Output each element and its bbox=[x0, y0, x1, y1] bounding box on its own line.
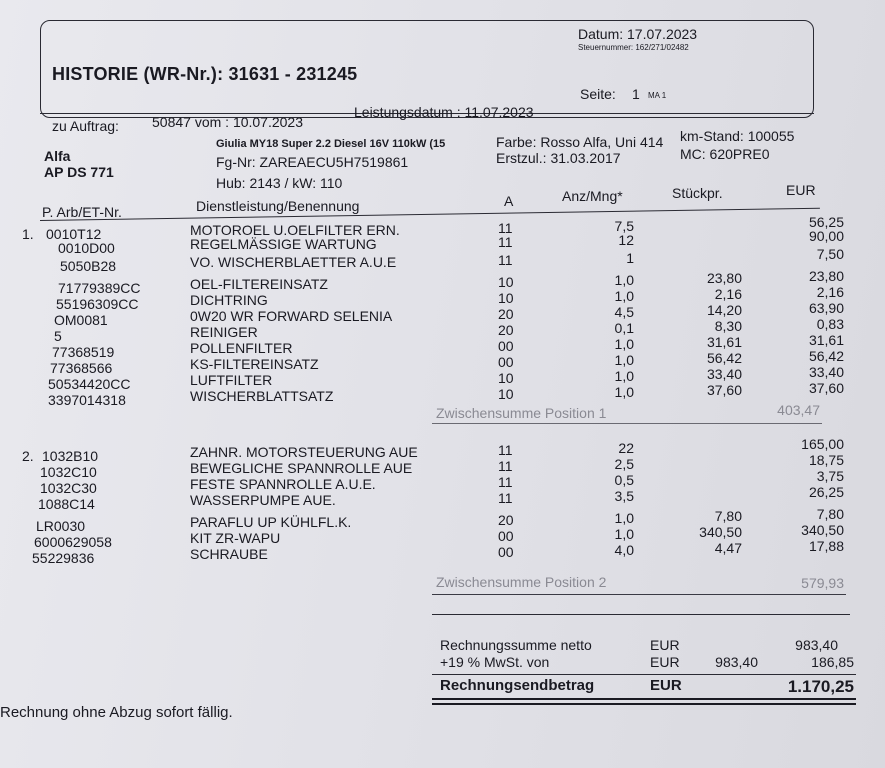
cell-desc: WASSERPUMPE AUE. bbox=[190, 492, 336, 508]
cell-desc: MOTOROEL U.OELFILTER ERN. bbox=[190, 222, 400, 238]
subtotal-1-divider bbox=[432, 423, 822, 424]
cell-price: 56,42 bbox=[706, 350, 742, 366]
cell-qty: 1,0 bbox=[614, 384, 634, 400]
cell-qty: 2,5 bbox=[614, 456, 634, 472]
cell-desc: OEL-FILTEREINSATZ bbox=[190, 276, 328, 292]
cell-desc: ZAHNR. MOTORSTEUERUNG AUE bbox=[190, 444, 418, 460]
cell-code: 77368566 bbox=[50, 360, 113, 376]
cell-total: 31,61 bbox=[808, 332, 844, 348]
cell-qty: 22 bbox=[618, 440, 634, 456]
cell-code: 55229836 bbox=[32, 550, 95, 566]
cell-code: 5050B28 bbox=[60, 258, 117, 274]
cell-desc: PARAFLU UP KÜHLFL.K. bbox=[190, 514, 352, 530]
cell-total: 340,50 bbox=[801, 522, 844, 538]
document-title: HISTORIE (WR-Nr.): 31631 - 231245 bbox=[52, 64, 358, 84]
cell-qty: 4,5 bbox=[614, 304, 634, 320]
cell-qty: 1,0 bbox=[614, 526, 634, 542]
netto-currency: EUR bbox=[650, 637, 680, 653]
grand-total-currency: EUR bbox=[650, 677, 682, 694]
cell-a: 10 bbox=[498, 370, 514, 386]
vehicle-chassis: Fg-Nr: ZAREAECU5H7519861 bbox=[216, 154, 409, 170]
page-number: 1 bbox=[632, 86, 640, 102]
cell-a: 11 bbox=[498, 220, 513, 236]
cell-total: 3,75 bbox=[816, 468, 844, 484]
cell-total: 23,80 bbox=[808, 268, 844, 284]
order-label: zu Auftrag: bbox=[52, 118, 119, 134]
cell-total: 37,60 bbox=[808, 380, 844, 396]
grand-total-line-2 bbox=[432, 703, 856, 705]
cell-code: 50534420CC bbox=[48, 376, 131, 392]
cell-a: 20 bbox=[498, 306, 514, 322]
cell-total: 18,75 bbox=[808, 452, 844, 468]
cell-num: 2. bbox=[22, 448, 34, 464]
cell-desc: REGELMÄSSIGE WARTUNG bbox=[190, 236, 377, 252]
cell-qty: 7,5 bbox=[614, 218, 634, 234]
cell-code: OM0081 bbox=[54, 312, 108, 328]
cell-desc: BEWEGLICHE SPANNROLLE AUE bbox=[190, 460, 413, 476]
mwst-base: 983,40 bbox=[715, 654, 758, 670]
cell-total: 17,88 bbox=[808, 538, 844, 554]
col-header-total: EUR bbox=[786, 182, 816, 198]
col-header-pos: P. Arb/ET-Nr. bbox=[42, 204, 122, 220]
cell-a: 11 bbox=[498, 490, 513, 506]
vehicle-model: Giulia MY18 Super 2.2 Diesel 16V 110kW (15 bbox=[216, 138, 446, 150]
mwst-value: 186,85 bbox=[811, 654, 854, 670]
subtotal-1-label: Zwischensumme Position 1 bbox=[436, 405, 607, 421]
cell-a: 11 bbox=[498, 234, 513, 250]
cell-price: 340,50 bbox=[699, 524, 742, 540]
cell-code: 6000629058 bbox=[34, 534, 112, 550]
col-header-desc: Dienstleistung/Benennung bbox=[196, 198, 360, 214]
cell-desc: KIT ZR-WAPU bbox=[190, 530, 281, 546]
cell-desc: POLLENFILTER bbox=[190, 340, 293, 356]
cell-qty: 1,0 bbox=[614, 368, 634, 384]
grand-total-value: 1.170,25 bbox=[787, 677, 854, 696]
subtotal-2-value: 579,93 bbox=[801, 575, 844, 591]
cell-a: 11 bbox=[498, 252, 513, 268]
cell-a: 20 bbox=[498, 322, 514, 338]
cell-price: 4,47 bbox=[714, 540, 742, 556]
cell-qty: 3,5 bbox=[614, 488, 634, 504]
payment-note: Rechnung ohne Abzug sofort fällig. bbox=[0, 704, 233, 721]
cell-desc: LUFTFILTER bbox=[190, 372, 273, 388]
cell-code: 1032C30 bbox=[40, 480, 97, 496]
cell-a: 10 bbox=[498, 274, 514, 290]
vehicle-mc: MC: 620PRE0 bbox=[680, 146, 770, 162]
grand-total-top-line bbox=[432, 674, 856, 675]
cell-total: 2,16 bbox=[816, 284, 844, 300]
cell-code: 5 bbox=[54, 328, 62, 344]
cell-total: 0,83 bbox=[816, 316, 844, 332]
cell-desc: FESTE SPANNROLLE A.U.E. bbox=[190, 476, 376, 492]
cell-price: 33,40 bbox=[706, 366, 742, 382]
cell-qty: 1,0 bbox=[614, 510, 634, 526]
cell-price: 14,20 bbox=[706, 302, 742, 318]
cell-a: 10 bbox=[498, 386, 514, 402]
cell-code: 1032B10 bbox=[42, 448, 99, 464]
cell-qty: 1,0 bbox=[614, 352, 634, 368]
page-label: Seite: bbox=[580, 86, 616, 102]
vehicle-plate: AP DS 771 bbox=[44, 164, 114, 180]
cell-price: 8,30 bbox=[714, 318, 742, 334]
subtotal-1-value: 403,47 bbox=[777, 402, 820, 418]
cell-price: 37,60 bbox=[706, 382, 742, 398]
subtotal-2-divider bbox=[432, 594, 846, 595]
cell-code: 0010D00 bbox=[58, 240, 115, 256]
cell-qty: 1,0 bbox=[614, 288, 634, 304]
cell-desc: WISCHERBLATTSATZ bbox=[190, 388, 334, 404]
cell-total: 26,25 bbox=[808, 484, 844, 500]
vehicle-make: Alfa bbox=[44, 148, 71, 164]
cell-price: 23,80 bbox=[706, 270, 742, 286]
cell-qty: 1,0 bbox=[614, 272, 634, 288]
cell-code: 77368519 bbox=[52, 344, 115, 360]
col-header-a: A bbox=[504, 193, 514, 209]
cell-code: 1088C14 bbox=[38, 496, 95, 512]
cell-a: 10 bbox=[498, 290, 514, 306]
cell-code: 0010T12 bbox=[46, 226, 102, 242]
col-header-qty: Anz/Mng* bbox=[562, 188, 623, 204]
cell-total: 7,80 bbox=[816, 506, 844, 522]
cell-total: 90,00 bbox=[808, 228, 844, 244]
totals-top-divider bbox=[432, 614, 850, 615]
cell-total: 33,40 bbox=[808, 364, 844, 380]
tax-number: Steuernummer: 162/271/02482 bbox=[578, 43, 689, 52]
vehicle-color: Farbe: Rosso Alfa, Uni 414 bbox=[496, 134, 664, 150]
cell-a: 00 bbox=[498, 338, 514, 354]
mwst-currency: EUR bbox=[650, 654, 680, 670]
cell-a: 00 bbox=[498, 528, 514, 544]
cell-total: 165,00 bbox=[801, 436, 844, 452]
cell-total: 63,90 bbox=[808, 300, 844, 316]
cell-price: 7,80 bbox=[714, 508, 742, 524]
cell-a: 00 bbox=[498, 354, 514, 370]
cell-desc: 0W20 WR FORWARD SELENIA bbox=[190, 308, 393, 324]
netto-value: 983,40 bbox=[795, 637, 838, 653]
vehicle-mileage: km-Stand: 100055 bbox=[680, 128, 795, 144]
date-text: Datum: 17.07.2023 bbox=[578, 26, 698, 42]
cell-qty: 1 bbox=[626, 250, 634, 266]
grand-total-label: Rechnungsendbetrag bbox=[440, 677, 595, 694]
cell-a: 11 bbox=[498, 474, 513, 490]
cell-a: 11 bbox=[498, 458, 513, 474]
subtotal-2-label: Zwischensumme Position 2 bbox=[436, 574, 607, 590]
cell-price: 31,61 bbox=[706, 334, 742, 350]
cell-code: 3397014318 bbox=[48, 392, 126, 408]
cell-desc: KS-FILTEREINSATZ bbox=[190, 356, 319, 372]
cell-qty: 12 bbox=[618, 232, 634, 248]
columns-divider bbox=[40, 208, 820, 221]
cell-desc: DICHTRING bbox=[190, 292, 268, 308]
cell-num: 1. bbox=[22, 226, 34, 242]
cell-total: 7,50 bbox=[816, 246, 844, 262]
vehicle-hub: Hub: 2143 / kW: 110 bbox=[216, 175, 343, 191]
cell-total: 56,25 bbox=[808, 214, 844, 230]
cell-a: 11 bbox=[498, 442, 513, 458]
cell-qty: 0,1 bbox=[614, 320, 634, 336]
cell-code: LR0030 bbox=[36, 518, 86, 534]
cell-qty: 0,5 bbox=[614, 472, 634, 488]
grand-total-line-1 bbox=[432, 698, 856, 700]
order-value: 50847 vom : 10.07.2023 bbox=[152, 114, 304, 130]
cell-price: 2,16 bbox=[714, 286, 742, 302]
cell-desc: SCHRAUBE bbox=[190, 546, 268, 562]
service-date: Leistungsdatum : 11.07.2023 bbox=[354, 104, 534, 120]
cell-code: 55196309CC bbox=[56, 296, 139, 312]
cell-code: 1032C10 bbox=[40, 464, 97, 480]
cell-total: 56,42 bbox=[808, 348, 844, 364]
mwst-label: +19 % MwSt. von bbox=[440, 654, 550, 670]
cell-code: 71779389CC bbox=[58, 280, 141, 296]
page-suffix: MA 1 bbox=[648, 91, 667, 100]
cell-desc: VO. WISCHERBLAETTER A.U.E bbox=[190, 254, 397, 270]
cell-qty: 1,0 bbox=[614, 336, 634, 352]
cell-qty: 4,0 bbox=[614, 542, 634, 558]
col-header-price: Stückpr. bbox=[672, 185, 723, 201]
cell-desc: REINIGER bbox=[190, 324, 258, 340]
netto-label: Rechnungssumme netto bbox=[440, 637, 592, 653]
vehicle-registration: Erstzul.: 31.03.2017 bbox=[496, 150, 621, 166]
cell-a: 00 bbox=[498, 544, 514, 560]
cell-a: 20 bbox=[498, 512, 514, 528]
